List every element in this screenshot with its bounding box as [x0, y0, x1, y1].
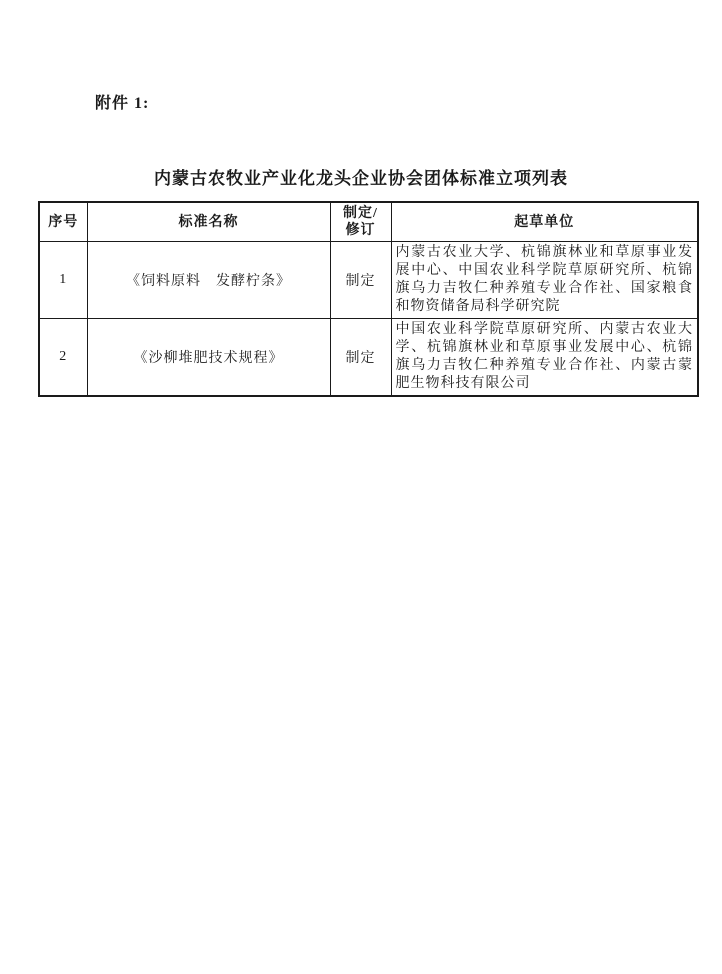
column-header-drafters: 起草单位: [391, 202, 698, 242]
table-header-row: [39, 202, 698, 242]
row-number-cell: 1: [39, 242, 87, 319]
standards-table: [38, 201, 699, 397]
formulate-revise-cell: 制定: [330, 319, 391, 397]
column-header-type-line2: 修订: [345, 223, 376, 238]
drafting-units-cell: 内蒙古农业大学、杭锦旗林业和草原事业发展中心、中国农业科学院草原研究所、杭锦旗乌力吉牧仁种养殖专业合作社、国家粮食和物资储备局科学研究院: [391, 242, 698, 319]
column-header-type: [330, 202, 391, 242]
column-header-type-line1: 制定/: [343, 206, 378, 221]
column-header-no: 序号: [39, 202, 87, 242]
row-number-cell: 2: [39, 319, 87, 397]
column-header-name: 标准名称: [87, 202, 330, 242]
table-row: [39, 319, 698, 397]
drafting-units-cell: 中国农业科学院草原研究所、内蒙古农业大学、杭锦旗林业和草原事业发展中心、杭锦旗乌力吉牧仁种养殖专业合作社、内蒙古蒙肥生物科技有限公司: [391, 319, 698, 397]
standard-name-cell: 《饲料原料 发酵柠条》: [87, 242, 330, 319]
formulate-revise-cell: 制定: [330, 242, 391, 319]
table-row: [39, 242, 698, 319]
document-title: 内蒙古农牧业产业化龙头企业协会团体标准立项列表: [154, 169, 568, 188]
attachment-label: 附件 1:: [95, 95, 150, 112]
standard-name-cell: 《沙柳堆肥技术规程》: [87, 319, 330, 397]
